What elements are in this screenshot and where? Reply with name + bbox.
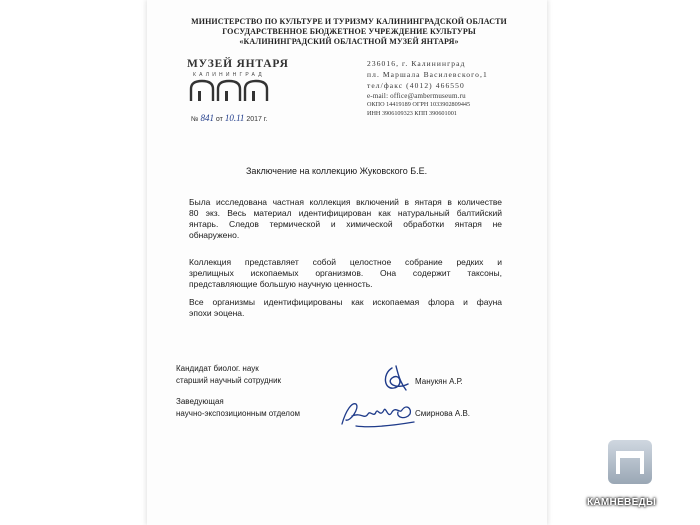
document-number	[191, 113, 268, 123]
paragraph-1	[189, 197, 502, 241]
ministry-line-2: ГОСУДАРСТВЕННОЕ БЮДЖЕТНОЕ УЧРЕЖДЕНИЕ КУЛЬТУРЫ	[222, 27, 476, 36]
doc-number-prefix: №	[191, 116, 199, 123]
address-line-2: пл. Маршала Василевского,1	[367, 70, 488, 79]
signer-1-degree: Кандидат биолог. наук	[176, 364, 259, 373]
watermark-arch-icon	[608, 440, 652, 484]
signer-2-department: научно-экспозиционным отделом	[176, 409, 301, 418]
paragraph-line: Была исследована частная коллекция включений в янтаря в количестве	[189, 197, 502, 207]
paragraph-line: 80 экз. Весь материал идентифицирован как натуральный балтийский	[189, 208, 502, 218]
address-line-1: 236016, г. Калининград	[367, 59, 466, 68]
watermark-brand: КАМНЕВЕДЫ	[587, 497, 657, 508]
signer-1-name: Манукян А.Р.	[415, 377, 463, 386]
address-email: e-mail: office@ambermuseum.ru	[367, 92, 466, 100]
signature-1-handwritten-icon	[378, 364, 414, 394]
doc-number-handwritten: 841	[200, 113, 214, 123]
paragraph-line: Все организмы идентифицированы как ископаемая флора и фауна	[189, 297, 502, 307]
ministry-line-1: МИНИСТЕРСТВО ПО КУЛЬТУРЕ И ТУРИЗМУ КАЛИНИНГРАДСКОЙ ОБЛАСТИ	[191, 17, 507, 26]
museum-arches-logo-icon	[189, 79, 273, 101]
address-line-3: тел/факс (4012) 466550	[367, 81, 465, 90]
paragraph-line: Коллекция представляет собой целостное собрание редких и	[189, 257, 502, 267]
document-title: Заключение на коллекцию Жуковского Б.Е.	[246, 166, 428, 176]
museum-city: КАЛИНИНГРАД	[193, 72, 265, 78]
museum-name: МУЗЕЙ ЯНТАРЯ	[187, 58, 289, 70]
signature-2-handwritten-icon	[340, 396, 420, 430]
doc-date-prefix: от	[215, 116, 223, 123]
ministry-line-3: «КАЛИНИНГРАДСКИЙ ОБЛАСТНОЙ МУЗЕЙ ЯНТАРЯ»	[239, 37, 459, 46]
paragraph-line: янтарь. Следов термической и химической обработки янтаря не	[189, 219, 502, 229]
doc-year: 2017 г.	[246, 116, 268, 123]
registration-codes-1: ОКПО 14419189 ОГРН 1033902809445	[367, 101, 471, 108]
signer-2-title: Заведующая	[176, 397, 224, 406]
doc-date-handwritten: 10.11	[224, 113, 245, 123]
paragraph-line: представляющие большую научную ценность.	[189, 279, 373, 289]
paragraph-2	[189, 257, 502, 290]
signer-1-position: старший научный сотрудник	[176, 376, 282, 385]
registration-codes-2: ИНН 3906109323 КПП 390601001	[367, 110, 457, 117]
signer-2-name: Смирнова А.В.	[415, 409, 471, 418]
paragraph-line: зрелищных ископаемых организмов. Она содержит таксоны,	[189, 268, 502, 278]
paragraph-3	[189, 297, 502, 319]
watermark-badge-icon	[608, 440, 652, 484]
paragraph-line: эпохи эоцена.	[189, 308, 245, 318]
paragraph-line: обнаружено.	[189, 230, 240, 240]
